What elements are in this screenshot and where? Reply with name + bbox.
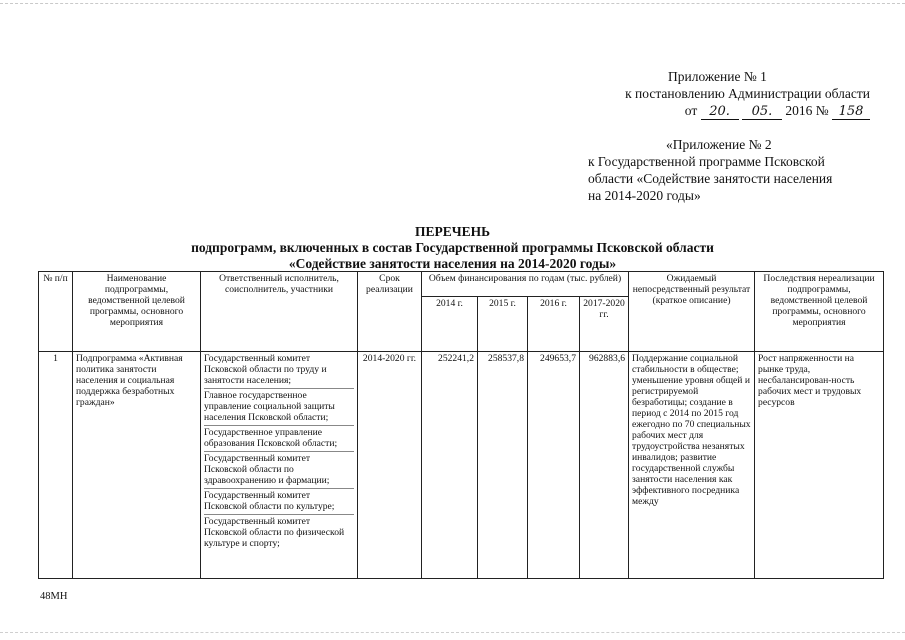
- header-year-2016: 2016 г.: [528, 297, 580, 352]
- participant-item: Государственный комитет Псковской области по культуре;: [204, 488, 354, 514]
- row-2015-amount: 258537,8: [478, 352, 528, 579]
- row-participants: [201, 352, 358, 579]
- header-name: Наименование подпрограммы, ведомственной целевой программы, основного мероприятия: [73, 272, 201, 352]
- header-term: Срок реализации: [358, 272, 422, 352]
- date-year: 2016 №: [785, 103, 829, 118]
- header-result: Ожидаемый непосредственный результат (краткое описание): [629, 272, 755, 352]
- participant-item: Главное государственное управление социальной защиты населения Псковской области;: [204, 388, 354, 425]
- appendix2-block: [588, 136, 868, 204]
- row-expected-result: Поддержание социальной стабильности в обществе; уменьшение уровня общей и регистрируемой безработицы; создание в период с 2014 по 2015 год ежегодно по 70 специальных рабочих мест для трудоустройства незанятых инвалидов; развитие государственной службы занятости населения как эффективного посредника между: [629, 352, 755, 579]
- appendix2-line3: области «Содействие занятости населения: [588, 171, 833, 186]
- title-program-name: «Содействие занятости населения на 2014-2020 годы»: [288, 256, 617, 271]
- scan-edge-top: [0, 3, 905, 4]
- appendix2-title: «Приложение № 2: [666, 137, 772, 152]
- appendix1-block: [580, 68, 870, 120]
- participant-item: Государственный комитет Псковской области по труду и занятости населения;: [204, 353, 327, 386]
- participant-item: Государственный комитет Псковской области по здравоохранению и фармации;: [204, 451, 354, 488]
- row-2017-2020-amount: 962883,6: [580, 352, 629, 579]
- row-num: 1: [39, 352, 73, 579]
- appendix1-resolution: к постановлению Администрации области: [625, 86, 870, 101]
- header-year-2014: 2014 г.: [422, 297, 478, 352]
- footer-code: 48МН: [40, 591, 68, 602]
- header-executor: Ответственный исполнитель, соисполнитель, участники: [201, 272, 358, 352]
- header-financing: Объем финансирования по годам (тыс. рублей): [422, 272, 629, 297]
- header-num: № п/п: [39, 272, 73, 352]
- table-row: [39, 352, 884, 579]
- handwritten-month: 05.: [742, 105, 782, 120]
- appendix2-line4: на 2014-2020 годы»: [588, 188, 701, 203]
- participant-item: Государственное управление образования Псковской области;: [204, 425, 354, 451]
- handwritten-day: 20.: [701, 105, 739, 120]
- row-2014-amount: 252241,2: [422, 352, 478, 579]
- participant-item: Государственный комитет Псковской области по физической культуре и спорту;: [204, 514, 354, 551]
- title-subheading: подпрограмм, включенных в состав Государственной программы Псковской области: [191, 240, 714, 255]
- appendix2-line2: к Государственной программе Псковской: [588, 154, 825, 169]
- header-consequences: Последствия нереализации подпрограммы, ведомственной целевой программы, основного мероприятия: [755, 272, 884, 352]
- row-2016-amount: 249653,7: [528, 352, 580, 579]
- row-consequences: Рост напряженности на рынке труда, несбалансирован-ность рабочих мест и трудовых ресурсов: [755, 352, 884, 579]
- subprograms-table: [38, 271, 884, 579]
- date-prefix: от: [684, 103, 698, 118]
- appendix1-date-line: [580, 102, 870, 120]
- row-name: Подпрограмма «Активная политика занятости населения и социальная поддержка безработных граждан»: [73, 352, 201, 579]
- document-title: [0, 224, 905, 272]
- title-heading: ПЕРЕЧЕНЬ: [414, 224, 491, 239]
- header-year-2015: 2015 г.: [478, 297, 528, 352]
- header-year-2017-2020: 2017-2020 гг.: [580, 297, 629, 352]
- row-term: 2014-2020 гг.: [358, 352, 422, 579]
- scan-edge-bottom: [0, 632, 905, 633]
- appendix1-title: Приложение № 1: [668, 69, 767, 84]
- handwritten-number: 158: [832, 105, 870, 120]
